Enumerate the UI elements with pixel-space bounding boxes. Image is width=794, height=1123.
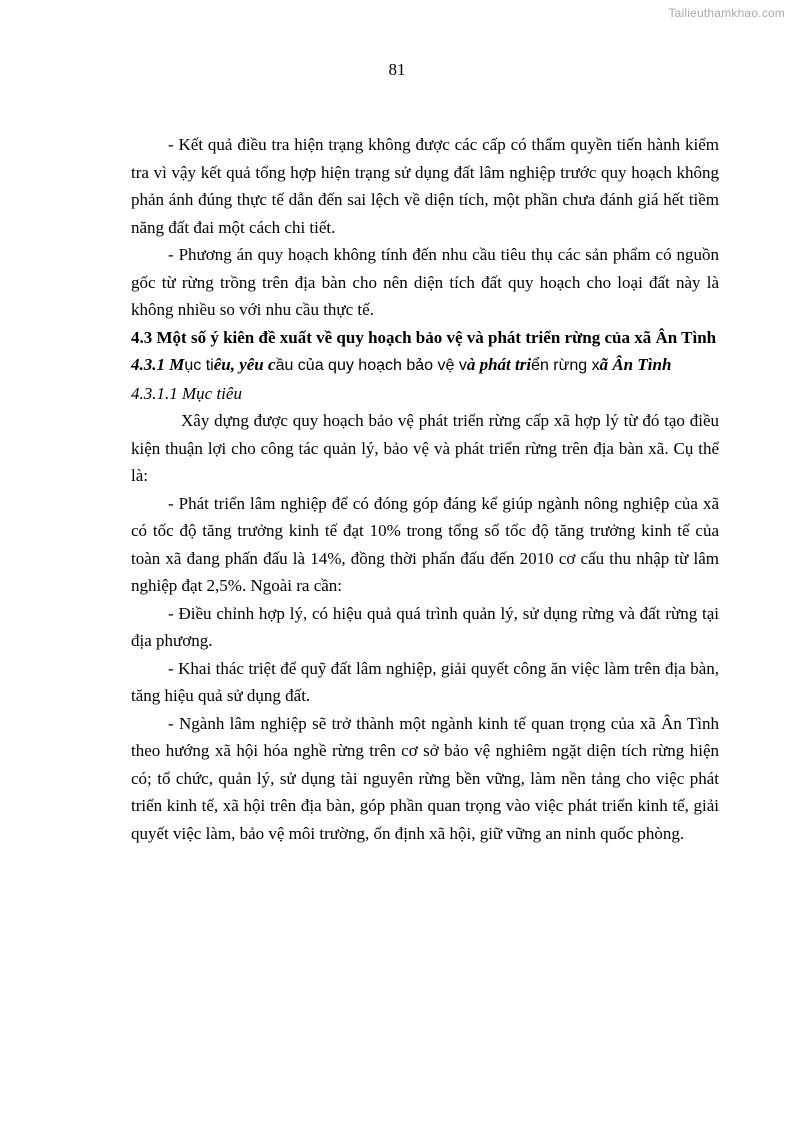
document-body <box>131 131 719 847</box>
section-heading: 4.3 Một số ý kiên đề xuất về quy hoạch bảo vệ và phát triển rừng của xã Ân Tình <box>131 327 717 347</box>
paragraph: - Phát triển lâm nghiệp để có đóng góp đáng kể giúp ngành nông nghiệp của xã có tốc độ tăng trưởng kinh tế đạt 10% trong tổng số tốc độ tăng trưởng kinh tế của toàn xã đang phấn đấu là 14%, đồng thời phấn đấu đến 2010 cơ cấu thu nhập từ lâm nghiệp đạt 2,5%. Ngoài ra cần: <box>131 493 719 595</box>
paragraph: - Phương án quy hoạch không tính đến nhu cầu tiêu thụ các sản phẩm có nguồn gốc từ rừng trồng trên địa bàn cho nên diện tích đất quy hoạch cho loại đất này là không nhiều so với nhu cầu thực tế. <box>131 245 719 319</box>
watermark: Tailieuthamkhao.com <box>668 6 785 20</box>
page-number: 81 <box>388 60 406 79</box>
paragraph: - Ngành lâm nghiệp sẽ trở thành một ngành kinh tế quan trọng của xã Ân Tình theo hướng xã hội hóa nghề rừng trên cơ sở bảo vệ nghiêm ngặt diện tích rừng hiện có; tổ chức, quản lý, sử dụng tài nguyên rừng bền vững, làm nền tảng cho việc phát triển kinh tế, xã hội trên địa bàn, góp phần quan trọng vào việc phát triển kinh tế, giải quyết việc làm, bảo vệ môi trường, ổn định xã hội, giữ vững an ninh quốc phòng. <box>131 713 719 843</box>
paragraph: - Điều chỉnh hợp lý, có hiệu quả quá trình quản lý, sử dụng rừng và đất rừng tại địa phương. <box>131 603 719 650</box>
paragraph: - Khai thác triệt để quỹ đất lâm nghiệp, giải quyết công ăn việc làm trên địa bàn, tăng hiệu quả sử dụng đất. <box>131 658 719 705</box>
subsection-heading: 4.3.1 Mục tiêu, yêu cầu của quy hoạch bảo vệ và phát triển rừng xã Ân Tình <box>131 355 672 374</box>
paragraph: Xây dựng được quy hoạch bảo vệ phát triển rừng cấp xã hợp lý từ đó tạo điều kiện thuận lợi cho công tác quản lý, bảo vệ và phát triển rừng trên địa bàn xã. Cụ thể là: <box>131 411 719 485</box>
subsubsection-heading: 4.3.1.1 Mục tiêu <box>131 383 242 403</box>
paragraph: - Kết quả điều tra hiện trạng không được các cấp có thẩm quyền tiến hành kiểm tra vì vậy kết quả tổng hợp hiện trạng sử dụng đất lâm nghiệp trước quy hoạch không phản ánh đúng thực tế dẫn đến sai lệch về diện tích, một phần chưa đánh giá hết tiềm năng đất đai một cách chi tiết. <box>131 135 719 237</box>
